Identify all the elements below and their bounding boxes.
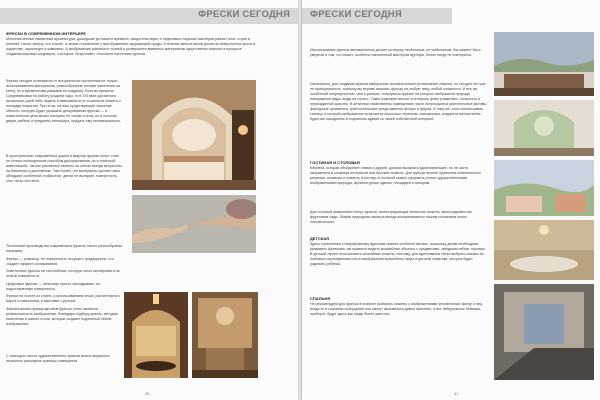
photo-creation-of-adam-fresco bbox=[132, 195, 256, 253]
photo-staircase bbox=[494, 284, 594, 380]
right-paragraph-1: Использование фресок автоматически делает интерьер необычным, не шаблонным. Вы можете быть уверены в том, что сюжет, особенно нанесенный мастером вручную, более нигде не повторится. bbox=[310, 48, 481, 57]
right-page-header bbox=[302, 8, 452, 24]
photo-kids-room bbox=[494, 160, 594, 216]
paragraph-3: В пространствах современных домов и квартир фрески могут стать не только полноценным способом декорирования, но и отличной инвестицией, так как расписные сюжеты на стенах всегда актуальны, на банальны и долговечны. Там более, что материалы против таких обладают особенной стойкостью, делая не выгорает, поверхность стен легко чистится. bbox=[6, 154, 123, 183]
closing-paragraph: С помощью такого художественного приема можно визуально несколько расширять границы помещения, bbox=[6, 354, 110, 363]
left-header-title: ФРЕСКИ СЕГОДНЯ bbox=[198, 9, 290, 20]
list-item: Цифровые фрески — зеленому просто накладывают на подготовленную поверхность. bbox=[6, 281, 100, 291]
list-item: Фреско — ромкагор, её поверхность несущего традиционно, что создает эффект состаривания. bbox=[6, 256, 114, 266]
bedroom-paragraph: Не рекомендуем для фресок в спальне выбирать сюжеты с изображениями человеческих фигур и лиц. Когда-то в сознании созерцания они смогут вызываться давно изменить, а вот нейтральные пейзажи, наоборот, будут здесь как нигде более уместны. bbox=[310, 302, 484, 316]
right-paragraph-2: Изначально, для создания фрески выбирались исключительно религиозные сюжеты, но сегодня это уже не принципиально, поэтому вы вправе заказать фреску на любую тему, любой сложности. И все же, особенной популярностью, чем и раньше, пользуются фрески на которых изображена природа, панорамные виды, виды на «окно». Такие живописи вносят в интерьер флер романтики, сложность и первозданной красоты. В античных свойственны помещениях часто используются растительные мотивы, фактурные орнаменты, фантастические представители флоры и фауны. К тому же, если использовать технику, в которой изображение получается несколько нечетким, смешанным, создается впечатление, будто вы находитесь в старинном здании со своей собственной историей. bbox=[310, 82, 488, 121]
intro-block bbox=[6, 31, 256, 60]
left-column-text-4 bbox=[6, 354, 124, 367]
right-page bbox=[302, 0, 600, 400]
right-text-4 bbox=[310, 210, 488, 228]
photo-panorama-living-room bbox=[494, 32, 594, 96]
photo-garden-arch bbox=[494, 100, 594, 156]
paragraph-2: Фрески сегодня отличаются от исторических прототипов не только использованием материалов, разнообразием техники нанесения на стену, но и временными рамками их создания. Если во времена Средневековья на работу уходили годы, то в XXI веке достаточно нескольких дней либо недель в зависимости от сложности сюжета и площади покрытия. При этом, на наш существующее значение облость, которую будет украшать декоративная фреска — и значительная цена может покорить не только стены, но и потолок, двери, мебель и предметы интерьера, придать ему неповторимость. bbox=[6, 79, 122, 123]
kids-section-title: ДЕТСКАЯ bbox=[310, 236, 330, 241]
right-header-title: ФРЕСКИ СЕГОДНЯ bbox=[310, 9, 402, 20]
left-column-text-2 bbox=[6, 154, 124, 187]
kids-paragraph: Здесь стремление к непрерывному фрескам сюжета особенно велико, поскольку детям необходимо развивать фантазию, им нравятся видеть волшебные объекты с предметами, звёздным небом, героями. В детской лучше использовать спокойные сюжеты, поэтому, для вдохновения легко выбрать мотивы из любимого мультфильма или в изображении волшебного мира и детской тематики, которое будет радовать ребенка. bbox=[310, 242, 486, 266]
left-column-text-3 bbox=[6, 244, 124, 329]
right-intro-text bbox=[310, 48, 488, 61]
list-item: Фрески на холсте из слоев, с использованием песка, растительного масла и известняка, в выставке с рулона. bbox=[6, 294, 120, 303]
paragraph-4: Технологии производства современных фресок такого разнообразны, например: bbox=[6, 244, 124, 253]
intro-paragraph: Многочисленные памятники архитектуры, дошедшие до нашего времени, свидетельствуют о неделимых тщаниях мастеров разных эпох, стран и религий. Ничто сверху, что точнее, в своем стремлении к преображению окружающей среды, в течение многих веков достигли невероятных высот в зодчестве, скульптуре и живописи. А изображения различных тканей и усовершенствованных материалов существенно помогли в процессе создания мировых шедевров, о которых, безусловно, относится настенная фреска. bbox=[6, 37, 256, 56]
bedroom-section-title: СПАЛЬНЯ bbox=[310, 296, 331, 301]
bedroom-section bbox=[310, 296, 488, 320]
kids-room-section bbox=[310, 236, 488, 270]
list-item: Значительным преимуществом фресок точно является реалистичность изображения, благодаря подбору красок, методов нанесения и самого стиля, которые создают подлинный объем изображения. bbox=[6, 306, 118, 326]
right-main-text bbox=[310, 82, 488, 125]
right-paragraph-4: Для гостиной уважением стенут фрески, иллюстрирующие античные сюжеты, виноградники или фруктовые сады. Живая природная палитра всегда воспринимается нашим сознанием очень положительно. bbox=[310, 210, 472, 224]
living-paragraph: Комната, которая объединяет семью и друзей, должна вызывать вдохновляющее, но не часто направлена в сложным интересом или броские сюжеты. Для фрески вполне приемлем классического решения, тематики и тематик, в потому, в гостиной можно оформить стены художественными изображениями природы, архитектурные здания, площадей и панорам. bbox=[310, 166, 481, 185]
photo-hall-fresco bbox=[192, 292, 258, 378]
living-room-section bbox=[310, 160, 488, 189]
living-section-title: ГОСТИНАЯ И СТОЛОВАЯ bbox=[310, 160, 360, 165]
photo-dining-hall bbox=[494, 220, 594, 280]
left-page bbox=[0, 0, 298, 400]
left-page-header bbox=[0, 8, 298, 24]
intro-section-title: ФРЕСКИ В СОВРЕМЕННОМ ИНТЕРЬЕРЕ bbox=[6, 31, 86, 36]
left-page-number: 30 bbox=[145, 391, 150, 396]
left-column-text bbox=[6, 79, 124, 127]
right-page-number: 31 bbox=[454, 391, 459, 396]
photo-dining-room bbox=[124, 292, 188, 378]
photo-arched-bedroom bbox=[132, 80, 256, 190]
list-item: Эластичные фрески на стеклоблоке, которую легко монтировать на любой поверхности. bbox=[6, 269, 120, 278]
